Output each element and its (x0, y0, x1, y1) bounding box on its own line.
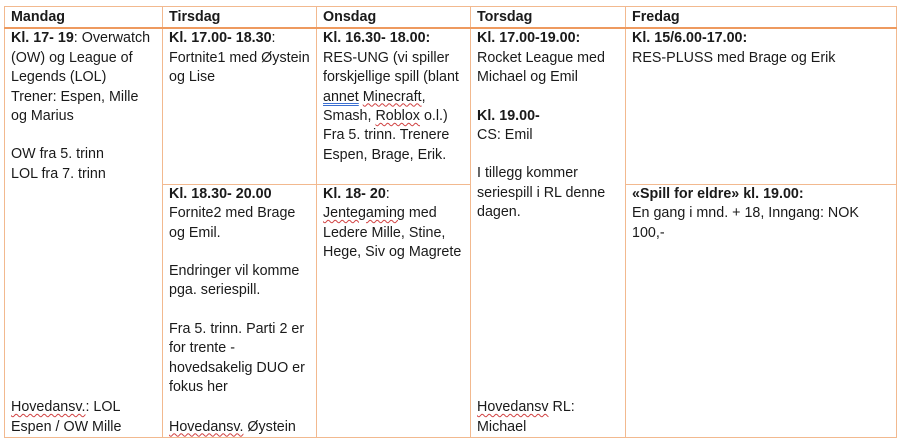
cell-onsdag-1 (317, 28, 471, 184)
torsdag-responsible (477, 398, 619, 437)
cell-fredag-2 (626, 184, 897, 437)
mandag-resp-label: Hovedansv. (11, 399, 86, 416)
tirsdag-resp-name: Øystein (243, 418, 296, 435)
torsdag-time1: Kl. 17.00-19.00: (477, 30, 581, 47)
torsdag-desc1: Rocket League med Michael og Emil (477, 49, 605, 86)
tirsdag-s2-desc: Fornite2 med Brage og Emil. (169, 205, 296, 241)
mandag-lol-level: LOL fra 7. trinn (11, 165, 106, 182)
cell-torsdag (471, 28, 626, 437)
mandag-desc: : Overwatch (OW) og League of Legends (LOL) (11, 30, 151, 86)
header-row (5, 7, 897, 29)
onsdag-s2-title: Jentegaming (323, 205, 405, 222)
mandag-trainers: Trener: Espen, Mille og Marius (11, 88, 139, 125)
onsdag-s1-time: Kl. 16.30- 18.00: (323, 30, 431, 47)
onsdag-s2-colon: : (385, 185, 390, 202)
fredag-s2-desc: En gang i mnd. + 18, Inngang: NOK 100,- (632, 205, 859, 241)
header-tirsdag: Tirsdag (163, 7, 317, 29)
cell-onsdag-2 (317, 184, 471, 437)
weekly-schedule-table (4, 6, 897, 438)
fredag-s2-title: «Spill for eldre» kl. 19.00: (632, 185, 804, 202)
torsdag-note: I tillegg kommer seriespill i RL denne dagen. (477, 165, 606, 221)
tirsdag-s1-time: Kl. 17.00- 18.30 (169, 30, 272, 47)
torsdag-time2: Kl. 19.00- (477, 107, 540, 124)
onsdag-game-minecraft: Minecraft (362, 88, 422, 105)
tirsdag-s2-note2: Fra 5. trinn. Parti 2 er for trente - hovedsakelig DUO er fokus her (169, 320, 305, 395)
cell-mandag (5, 28, 163, 437)
tirsdag-s1-colon: : (271, 30, 276, 47)
fredag-s1-time: Kl. 15/6.00-17.00: (632, 30, 748, 47)
cell-fredag-1 (626, 28, 897, 184)
onsdag-s1-link: annet (323, 88, 359, 105)
mandag-resp-label-rest: : LOL (85, 399, 121, 416)
onsdag-s1-text-d: o.l.) Fra 5. trinn. Trenere Espen, Brage, Erik. (323, 108, 450, 163)
onsdag-game-roblox: Roblox (375, 108, 420, 125)
onsdag-s1-desc (323, 49, 464, 165)
tirsdag-s2-note1: Endringer vil komme pga. seriespill. (169, 262, 300, 299)
tirsdag-resp-label: Hovedansv. (169, 418, 244, 435)
mandag-ow-level: OW fra 5. trinn (11, 146, 104, 163)
onsdag-s1-text-c: , Smash, (323, 88, 426, 125)
cell-tirsdag-2 (163, 184, 317, 437)
mandag-resp-names: Espen / OW Mille (11, 418, 122, 435)
torsdag-resp-label: Hovedansv (477, 399, 549, 416)
onsdag-s1-text-a: RES-UNG (vi spiller forskjellige spill (blant (323, 49, 459, 86)
onsdag-s2-time: Kl. 18- 20 (323, 185, 386, 202)
mandag-activity (11, 29, 156, 87)
mandag-time: Kl. 17- 19 (11, 30, 74, 47)
tirsdag-s1-desc: Fortnite1 med Øystein og Lise (169, 49, 310, 86)
fredag-s1-desc: RES-PLUSS med Brage og Erik (632, 49, 836, 66)
onsdag-s2-desc (323, 204, 464, 262)
mandag-responsible (11, 398, 156, 437)
onsdag-s2-desc-text: med Ledere Mille, Stine, Hege, Siv og Magrete (323, 205, 462, 260)
cell-tirsdag-1 (163, 28, 317, 184)
header-onsdag: Onsdag (317, 7, 471, 29)
header-mandag: Mandag (5, 7, 163, 29)
header-fredag: Fredag (626, 7, 897, 29)
header-torsdag: Torsdag (471, 7, 626, 29)
torsdag-resp-rest: RL: (548, 399, 575, 416)
tirsdag-s2-time: Kl. 18.30- 20.00 (169, 185, 272, 202)
torsdag-resp-name: Michael (477, 418, 527, 435)
tirsdag-responsible (169, 418, 310, 437)
torsdag-desc2: CS: Emil (477, 127, 533, 144)
